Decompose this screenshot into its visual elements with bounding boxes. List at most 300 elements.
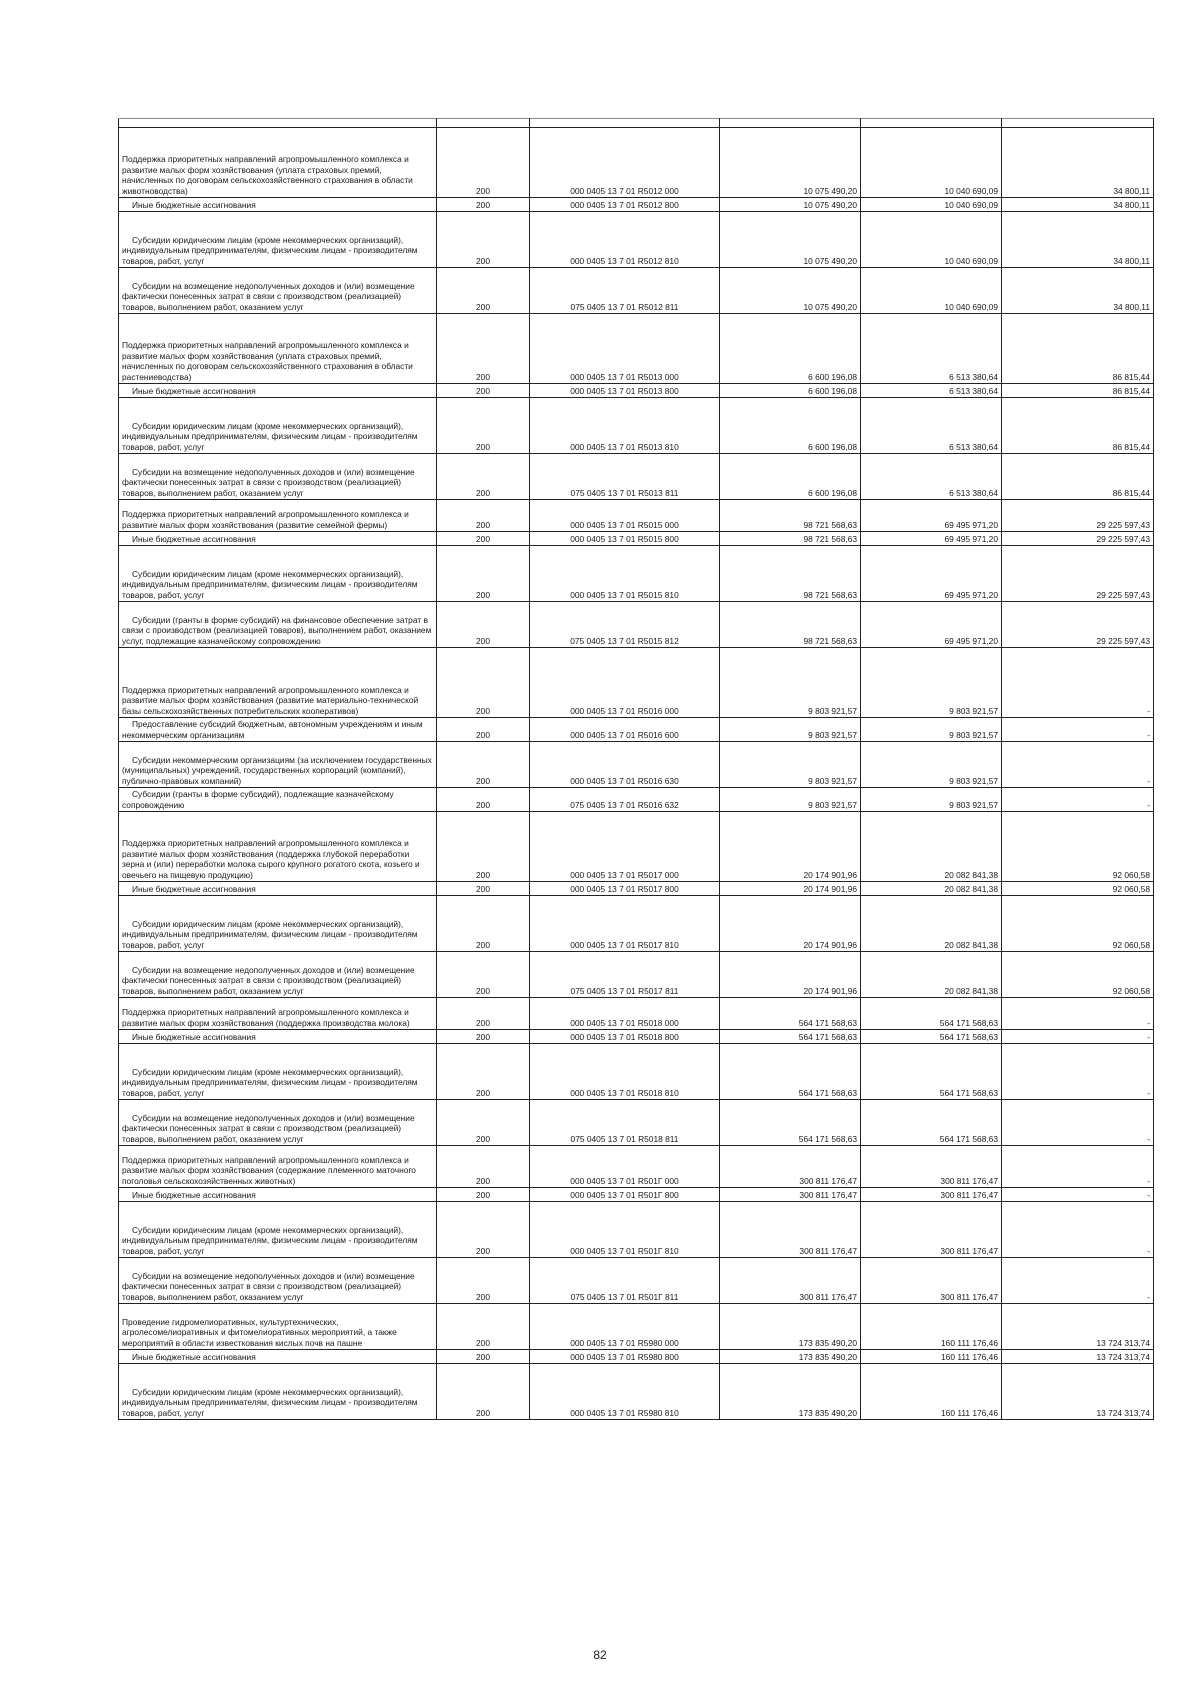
row-remaining-amount-text: 29 225 597,43 xyxy=(1096,589,1150,600)
row-budget-classification xyxy=(530,1100,720,1146)
row-line-code-text: 200 xyxy=(476,255,490,266)
row-executed-amount-text: 300 811 176,47 xyxy=(940,1245,998,1256)
row-budget-classification-text: 000 0405 13 7 01 R501Г 810 xyxy=(570,1245,679,1256)
row-approved-amount-text: 98 721 568,63 xyxy=(803,635,857,646)
row-budget-classification-text: 000 0405 13 7 01 R501Г 800 xyxy=(570,1189,679,1200)
row-executed-amount xyxy=(861,1304,1002,1350)
page-number: 82 xyxy=(593,1648,607,1662)
row-line-code xyxy=(437,1188,530,1202)
row-remaining-amount-text: - xyxy=(1147,799,1150,810)
row-executed-amount-text: 160 111 176,46 xyxy=(941,1407,998,1418)
row-line-code-text: 200 xyxy=(476,301,490,312)
row-line-code-text: 200 xyxy=(476,939,490,950)
row-name-text: Иные бюджетные ассигнования xyxy=(132,199,256,210)
row-name xyxy=(119,718,437,742)
row-remaining-amount-text: 92 060,58 xyxy=(1112,985,1150,996)
row-approved-amount-text: 98 721 568,63 xyxy=(803,533,857,544)
row-name xyxy=(119,1258,437,1304)
row-line-code-text: 200 xyxy=(476,729,490,740)
table-row xyxy=(119,1100,1154,1146)
row-line-code xyxy=(437,454,530,500)
row-name-text: Поддержка приоритетных направлений агропромышленного комплекса и развитие малых форм хозяйствования (уплата страховых премий, начисленных по договорам сельскохозяйственного страхования в области животноводства) xyxy=(122,154,413,196)
row-approved-amount xyxy=(720,1188,861,1202)
row-name-text: Субсидии юридическим лицам (кроме некоммерческих организаций), индивидуальным предпринимателям, физическим лицам - производителям товаров, работ, услуг xyxy=(122,1386,418,1418)
row-approved-amount xyxy=(720,384,861,398)
row-budget-classification xyxy=(530,268,720,314)
row-budget-classification-text: 000 0405 13 7 01 R5980 810 xyxy=(570,1407,679,1418)
row-name xyxy=(119,198,437,212)
row-executed-amount-text: 564 171 568,63 xyxy=(939,1133,998,1144)
row-line-code-text: 200 xyxy=(476,775,490,786)
row-budget-classification-text: 000 0405 13 7 01 R5013 000 xyxy=(570,371,679,382)
row-approved-amount xyxy=(720,1202,861,1258)
row-remaining-amount xyxy=(1002,952,1154,998)
row-name xyxy=(119,812,437,882)
row-approved-amount xyxy=(720,1258,861,1304)
row-approved-amount xyxy=(720,314,861,384)
table-row xyxy=(119,788,1154,812)
row-remaining-amount-text: - xyxy=(1147,1087,1150,1098)
row-executed-amount xyxy=(861,212,1002,268)
row-approved-amount xyxy=(720,198,861,212)
row-executed-amount xyxy=(861,1100,1002,1146)
row-remaining-amount-text: 29 225 597,43 xyxy=(1096,519,1150,530)
row-remaining-amount-text: 13 724 313,74 xyxy=(1096,1337,1150,1348)
row-line-code-text: 200 xyxy=(476,705,490,716)
row-executed-amount-text: 10 040 690,09 xyxy=(944,199,998,210)
row-budget-classification-text: 075 0405 13 7 01 R5018 811 xyxy=(570,1133,679,1144)
row-line-code xyxy=(437,1364,530,1420)
row-name-text: Субсидии на возмещение недополученных доходов и (или) возмещение фактически понесенных затрат в связи с производством (реализацией) товаров, выполнением работ, оказанием услуг xyxy=(122,1112,415,1144)
row-budget-classification-text: 000 0405 13 7 01 R5015 800 xyxy=(570,533,679,544)
row-approved-amount-text: 173 835 490,20 xyxy=(798,1407,857,1418)
row-name xyxy=(119,128,437,198)
row-budget-classification-text: 000 0405 13 7 01 R5012 810 xyxy=(570,255,679,266)
row-name xyxy=(119,882,437,896)
table-top-edge xyxy=(119,119,1154,128)
row-executed-amount xyxy=(861,1188,1002,1202)
row-remaining-amount-text: - xyxy=(1147,775,1150,786)
table-row xyxy=(119,384,1154,398)
row-line-code xyxy=(437,1146,530,1188)
row-name xyxy=(119,314,437,384)
row-budget-classification xyxy=(530,314,720,384)
row-executed-amount xyxy=(861,718,1002,742)
row-remaining-amount xyxy=(1002,1188,1154,1202)
row-remaining-amount xyxy=(1002,398,1154,454)
row-approved-amount xyxy=(720,1350,861,1364)
row-name-text: Проведение гидромелиоративных, культуртехнических, агролесомелиоративных и фитомелиоративных мероприятий, а также мероприятий в области известкования кислых почв на пашне xyxy=(122,1316,397,1348)
row-executed-amount xyxy=(861,128,1002,198)
row-approved-amount-text: 9 803 921,57 xyxy=(808,729,857,740)
row-approved-amount-text: 20 174 901,96 xyxy=(803,985,857,996)
row-remaining-amount-text: - xyxy=(1147,1245,1150,1256)
row-budget-classification-text: 000 0405 13 7 01 R5018 810 xyxy=(570,1087,679,1098)
row-line-code-text: 200 xyxy=(476,1407,490,1418)
row-line-code-text: 200 xyxy=(476,185,490,196)
row-line-code xyxy=(437,602,530,648)
row-remaining-amount xyxy=(1002,1044,1154,1100)
row-approved-amount-text: 564 171 568,63 xyxy=(798,1017,857,1028)
row-remaining-amount-text: 86 815,44 xyxy=(1112,385,1150,396)
row-budget-classification-text: 075 0405 13 7 01 R501Г 811 xyxy=(570,1291,679,1302)
row-line-code xyxy=(437,546,530,602)
row-budget-classification-text: 000 0405 13 7 01 R5012 800 xyxy=(570,199,679,210)
row-executed-amount xyxy=(861,1030,1002,1044)
row-executed-amount-text: 9 803 921,57 xyxy=(949,729,998,740)
row-name-text: Поддержка приоритетных направлений агропромышленного комплекса и развитие малых форм хозяйствования (развитие семейной фермы) xyxy=(122,509,409,530)
row-approved-amount xyxy=(720,532,861,546)
row-executed-amount-text: 6 513 380,64 xyxy=(949,385,998,396)
row-budget-classification xyxy=(530,1030,720,1044)
row-line-code-text: 200 xyxy=(476,985,490,996)
row-line-code xyxy=(437,998,530,1030)
row-name-text: Поддержка приоритетных направлений агропромышленного комплекса и развитие малых форм хозяйствования (поддержка производства молока) xyxy=(122,1007,410,1028)
row-name-text: Поддержка приоритетных направлений агропромышленного комплекса и развитие малых форм хозяйствования (поддержка глубокой переработки зерна и (или) переработки молока сырого крупного рогатого скота, козьего и овечьего на пищевую продукцию) xyxy=(122,838,420,880)
row-budget-classification xyxy=(530,384,720,398)
row-budget-classification-text: 000 0405 13 7 01 R5016 600 xyxy=(570,729,679,740)
row-executed-amount-text: 9 803 921,57 xyxy=(949,705,998,716)
row-executed-amount xyxy=(861,1202,1002,1258)
row-executed-amount xyxy=(861,882,1002,896)
row-approved-amount xyxy=(720,454,861,500)
row-remaining-amount-text: 13 724 313,74 xyxy=(1096,1351,1150,1362)
row-line-code-text: 200 xyxy=(476,589,490,600)
row-remaining-amount xyxy=(1002,718,1154,742)
row-approved-amount-text: 10 075 490,20 xyxy=(803,301,857,312)
table-row xyxy=(119,128,1154,198)
row-approved-amount-text: 10 075 490,20 xyxy=(803,255,857,266)
row-executed-amount-text: 20 082 841,38 xyxy=(944,883,998,894)
table-row xyxy=(119,882,1154,896)
row-line-code xyxy=(437,128,530,198)
row-budget-classification xyxy=(530,952,720,998)
row-budget-classification xyxy=(530,1350,720,1364)
row-name-text: Субсидии юридическим лицам (кроме некоммерческих организаций), индивидуальным предпринимателям, физическим лицам - производителям товаров, работ, услуг xyxy=(122,234,418,266)
row-name-text: Субсидии (гранты в форме субсидий) на финансовое обеспечение затрат в связи с производством (реализацией товаров), выполнением работ, оказанием услуг, подлежащие казначейскому сопровождению xyxy=(122,614,432,646)
row-approved-amount-text: 6 600 196,08 xyxy=(808,487,857,498)
row-remaining-amount xyxy=(1002,648,1154,718)
row-approved-amount-text: 300 811 176,47 xyxy=(799,1245,857,1256)
row-line-code-text: 200 xyxy=(476,1291,490,1302)
row-approved-amount xyxy=(720,1100,861,1146)
row-executed-amount xyxy=(861,398,1002,454)
row-name-text: Субсидии некоммерческим организациям (за исключением государственных (муниципальных) учреждений, государственных корпораций (компаний), публично-правовых компаний) xyxy=(122,754,432,786)
row-executed-amount-text: 564 171 568,63 xyxy=(939,1031,998,1042)
row-approved-amount-text: 6 600 196,08 xyxy=(808,385,857,396)
row-line-code xyxy=(437,212,530,268)
row-line-code-text: 200 xyxy=(476,1245,490,1256)
row-remaining-amount-text: - xyxy=(1147,1017,1150,1028)
row-line-code-text: 200 xyxy=(476,371,490,382)
row-budget-classification xyxy=(530,882,720,896)
row-budget-classification-text: 000 0405 13 7 01 R5012 000 xyxy=(570,185,679,196)
row-remaining-amount xyxy=(1002,384,1154,398)
table-row xyxy=(119,602,1154,648)
row-budget-classification-text: 075 0405 13 7 01 R5017 811 xyxy=(570,985,679,996)
row-budget-classification xyxy=(530,998,720,1030)
row-remaining-amount-text: 86 815,44 xyxy=(1112,441,1150,452)
row-line-code-text: 200 xyxy=(476,1087,490,1098)
row-budget-classification xyxy=(530,1044,720,1100)
table-row xyxy=(119,742,1154,788)
row-executed-amount xyxy=(861,532,1002,546)
row-line-code xyxy=(437,398,530,454)
row-approved-amount-text: 6 600 196,08 xyxy=(808,441,857,452)
row-line-code xyxy=(437,812,530,882)
row-approved-amount xyxy=(720,648,861,718)
row-budget-classification-text: 000 0405 13 7 01 R5017 810 xyxy=(570,939,679,950)
row-line-code-text: 200 xyxy=(476,1031,490,1042)
row-budget-classification-text: 000 0405 13 7 01 R5017 000 xyxy=(570,869,679,880)
row-approved-amount xyxy=(720,812,861,882)
row-name xyxy=(119,1100,437,1146)
row-budget-classification xyxy=(530,532,720,546)
row-approved-amount xyxy=(720,882,861,896)
row-line-code xyxy=(437,1044,530,1100)
row-remaining-amount xyxy=(1002,788,1154,812)
row-approved-amount xyxy=(720,268,861,314)
row-name xyxy=(119,788,437,812)
row-budget-classification xyxy=(530,500,720,532)
row-line-code xyxy=(437,742,530,788)
row-line-code xyxy=(437,788,530,812)
table-row xyxy=(119,1350,1154,1364)
row-line-code xyxy=(437,896,530,952)
row-budget-classification xyxy=(530,648,720,718)
row-budget-classification xyxy=(530,212,720,268)
row-name xyxy=(119,648,437,718)
table-row xyxy=(119,1044,1154,1100)
row-remaining-amount xyxy=(1002,812,1154,882)
row-executed-amount-text: 300 811 176,47 xyxy=(940,1291,998,1302)
row-approved-amount xyxy=(720,1364,861,1420)
row-approved-amount xyxy=(720,718,861,742)
row-name xyxy=(119,1030,437,1044)
row-approved-amount xyxy=(720,212,861,268)
row-executed-amount xyxy=(861,602,1002,648)
row-line-code xyxy=(437,1304,530,1350)
row-name-text: Поддержка приоритетных направлений агропромышленного комплекса и развитие малых форм хозяйствования (развитие материально-технической базы сельскохозяйственных потребительских кооперативов) xyxy=(122,684,419,716)
row-remaining-amount xyxy=(1002,742,1154,788)
row-budget-classification-text: 000 0405 13 7 01 R5980 000 xyxy=(570,1337,679,1348)
table-row xyxy=(119,718,1154,742)
row-remaining-amount xyxy=(1002,1258,1154,1304)
row-executed-amount xyxy=(861,1364,1002,1420)
row-executed-amount-text: 6 513 380,64 xyxy=(949,441,998,452)
row-remaining-amount xyxy=(1002,454,1154,500)
row-name-text: Субсидии юридическим лицам (кроме некоммерческих организаций), индивидуальным предпринимателям, физическим лицам - производителям товаров, работ, услуг xyxy=(122,918,418,950)
row-executed-amount-text: 300 811 176,47 xyxy=(940,1189,998,1200)
row-line-code-text: 200 xyxy=(476,199,490,210)
table-row xyxy=(119,546,1154,602)
row-budget-classification xyxy=(530,788,720,812)
row-executed-amount-text: 6 513 380,64 xyxy=(949,487,998,498)
row-remaining-amount-text: 34 800,11 xyxy=(1113,199,1150,210)
row-name-text: Субсидии юридическим лицам (кроме некоммерческих организаций), индивидуальным предпринимателям, физическим лицам - производителям товаров, работ, услуг xyxy=(122,1224,418,1256)
row-line-code-text: 200 xyxy=(476,1175,490,1186)
budget-sheet xyxy=(118,118,1153,1420)
row-line-code-text: 200 xyxy=(476,1351,490,1362)
row-approved-amount xyxy=(720,952,861,998)
table-row xyxy=(119,1146,1154,1188)
row-name xyxy=(119,1364,437,1420)
row-executed-amount-text: 10 040 690,09 xyxy=(944,301,998,312)
row-executed-amount xyxy=(861,1044,1002,1100)
row-budget-classification-text: 000 0405 13 7 01 R5013 800 xyxy=(570,385,679,396)
table-row xyxy=(119,1304,1154,1350)
row-budget-classification xyxy=(530,718,720,742)
row-executed-amount xyxy=(861,546,1002,602)
table-body xyxy=(119,119,1154,1420)
row-remaining-amount xyxy=(1002,314,1154,384)
row-budget-classification xyxy=(530,1304,720,1350)
row-remaining-amount xyxy=(1002,1146,1154,1188)
row-executed-amount xyxy=(861,268,1002,314)
row-executed-amount xyxy=(861,742,1002,788)
row-approved-amount xyxy=(720,602,861,648)
row-approved-amount-text: 9 803 921,57 xyxy=(808,799,857,810)
table-row xyxy=(119,314,1154,384)
row-budget-classification-text: 000 0405 13 7 01 R5018 000 xyxy=(570,1017,679,1028)
row-line-code xyxy=(437,500,530,532)
row-approved-amount-text: 300 811 176,47 xyxy=(799,1175,857,1186)
row-approved-amount-text: 300 811 176,47 xyxy=(799,1189,857,1200)
table-row xyxy=(119,1188,1154,1202)
row-name-text: Поддержка приоритетных направлений агропромышленного комплекса и развитие малых форм хозяйствования (содержание племенного маточного поголовья сельскохозяйственных животных) xyxy=(122,1154,416,1186)
row-line-code-text: 200 xyxy=(476,487,490,498)
row-name-text: Субсидии юридическим лицам (кроме некоммерческих организаций), индивидуальным предпринимателям, физическим лицам - производителям товаров, работ, услуг xyxy=(122,1066,418,1098)
row-approved-amount xyxy=(720,1304,861,1350)
row-name xyxy=(119,602,437,648)
row-budget-classification xyxy=(530,198,720,212)
table-row xyxy=(119,1364,1154,1420)
table-row xyxy=(119,952,1154,998)
row-remaining-amount-text: - xyxy=(1147,1031,1150,1042)
row-approved-amount-text: 9 803 921,57 xyxy=(808,775,857,786)
row-name-text: Иные бюджетные ассигнования xyxy=(132,883,256,894)
row-executed-amount xyxy=(861,454,1002,500)
row-approved-amount xyxy=(720,742,861,788)
row-line-code xyxy=(437,648,530,718)
table-row xyxy=(119,212,1154,268)
row-approved-amount-text: 10 075 490,20 xyxy=(803,199,857,210)
table-row xyxy=(119,500,1154,532)
row-remaining-amount-text: 86 815,44 xyxy=(1112,487,1150,498)
row-remaining-amount-text: 92 060,58 xyxy=(1112,883,1150,894)
row-budget-classification xyxy=(530,454,720,500)
row-name xyxy=(119,1304,437,1350)
row-name xyxy=(119,212,437,268)
table-row xyxy=(119,268,1154,314)
row-executed-amount-text: 20 082 841,38 xyxy=(944,869,998,880)
row-executed-amount xyxy=(861,1350,1002,1364)
row-name xyxy=(119,952,437,998)
row-executed-amount xyxy=(861,384,1002,398)
table-row xyxy=(119,398,1154,454)
row-line-code xyxy=(437,1202,530,1258)
row-executed-amount xyxy=(861,648,1002,718)
row-executed-amount xyxy=(861,500,1002,532)
row-remaining-amount-text: - xyxy=(1147,1291,1150,1302)
row-executed-amount-text: 10 040 690,09 xyxy=(944,255,998,266)
row-executed-amount xyxy=(861,896,1002,952)
row-budget-classification xyxy=(530,1202,720,1258)
table-row xyxy=(119,998,1154,1030)
row-budget-classification-text: 000 0405 13 7 01 R5980 800 xyxy=(570,1351,679,1362)
row-line-code-text: 200 xyxy=(476,1017,490,1028)
row-name-text: Субсидии (гранты в форме субсидий), подлежащие казначейскому сопровождению xyxy=(122,789,394,810)
row-budget-classification xyxy=(530,1188,720,1202)
row-approved-amount-text: 98 721 568,63 xyxy=(803,589,857,600)
row-line-code xyxy=(437,532,530,546)
row-remaining-amount-text: 86 815,44 xyxy=(1112,371,1150,382)
row-name xyxy=(119,546,437,602)
row-remaining-amount-text: - xyxy=(1147,705,1150,716)
table-row xyxy=(119,1030,1154,1044)
row-executed-amount xyxy=(861,1258,1002,1304)
row-line-code xyxy=(437,1030,530,1044)
row-executed-amount-text: 160 111 176,46 xyxy=(941,1351,998,1362)
row-budget-classification-text: 075 0405 13 7 01 R5013 811 xyxy=(570,487,679,498)
row-budget-classification-text: 075 0405 13 7 01 R5016 632 xyxy=(570,799,679,810)
row-name-text: Иные бюджетные ассигнования xyxy=(132,1351,256,1362)
row-executed-amount-text: 10 040 690,09 xyxy=(944,185,998,196)
row-line-code-text: 200 xyxy=(476,533,490,544)
row-line-code-text: 200 xyxy=(476,1133,490,1144)
row-approved-amount xyxy=(720,546,861,602)
row-name-text: Субсидии юридическим лицам (кроме некоммерческих организаций), индивидуальным предпринимателям, физическим лицам - производителям товаров, работ, услуг xyxy=(122,568,418,600)
row-remaining-amount xyxy=(1002,198,1154,212)
row-name-text: Иные бюджетные ассигнования xyxy=(132,385,256,396)
row-approved-amount-text: 20 174 901,96 xyxy=(803,883,857,894)
row-remaining-amount-text: 34 800,11 xyxy=(1113,185,1150,196)
row-line-code xyxy=(437,1350,530,1364)
row-line-code-text: 200 xyxy=(476,519,490,530)
row-name xyxy=(119,454,437,500)
table-row xyxy=(119,812,1154,882)
row-executed-amount-text: 20 082 841,38 xyxy=(944,939,998,950)
row-executed-amount-text: 300 811 176,47 xyxy=(940,1175,998,1186)
row-approved-amount-text: 20 174 901,96 xyxy=(803,939,857,950)
row-name xyxy=(119,398,437,454)
row-approved-amount xyxy=(720,1030,861,1044)
row-name xyxy=(119,268,437,314)
row-budget-classification xyxy=(530,1146,720,1188)
row-remaining-amount-text: 92 060,58 xyxy=(1112,939,1150,950)
row-remaining-amount-text: - xyxy=(1147,729,1150,740)
row-line-code-text: 200 xyxy=(476,1189,490,1200)
row-executed-amount xyxy=(861,812,1002,882)
row-name xyxy=(119,1044,437,1100)
row-remaining-amount-text: 34 800,11 xyxy=(1113,301,1150,312)
row-remaining-amount xyxy=(1002,896,1154,952)
row-approved-amount xyxy=(720,398,861,454)
row-name xyxy=(119,742,437,788)
row-budget-classification xyxy=(530,1258,720,1304)
row-name-text: Иные бюджетные ассигнования xyxy=(132,533,256,544)
row-budget-classification-text: 000 0405 13 7 01 R501Г 000 xyxy=(570,1175,679,1186)
row-remaining-amount xyxy=(1002,1304,1154,1350)
row-remaining-amount xyxy=(1002,1350,1154,1364)
row-remaining-amount xyxy=(1002,602,1154,648)
row-line-code xyxy=(437,268,530,314)
row-executed-amount-text: 69 495 971,20 xyxy=(944,589,998,600)
row-approved-amount-text: 564 171 568,63 xyxy=(798,1133,857,1144)
row-remaining-amount xyxy=(1002,500,1154,532)
row-approved-amount-text: 20 174 901,96 xyxy=(803,869,857,880)
row-executed-amount xyxy=(861,788,1002,812)
